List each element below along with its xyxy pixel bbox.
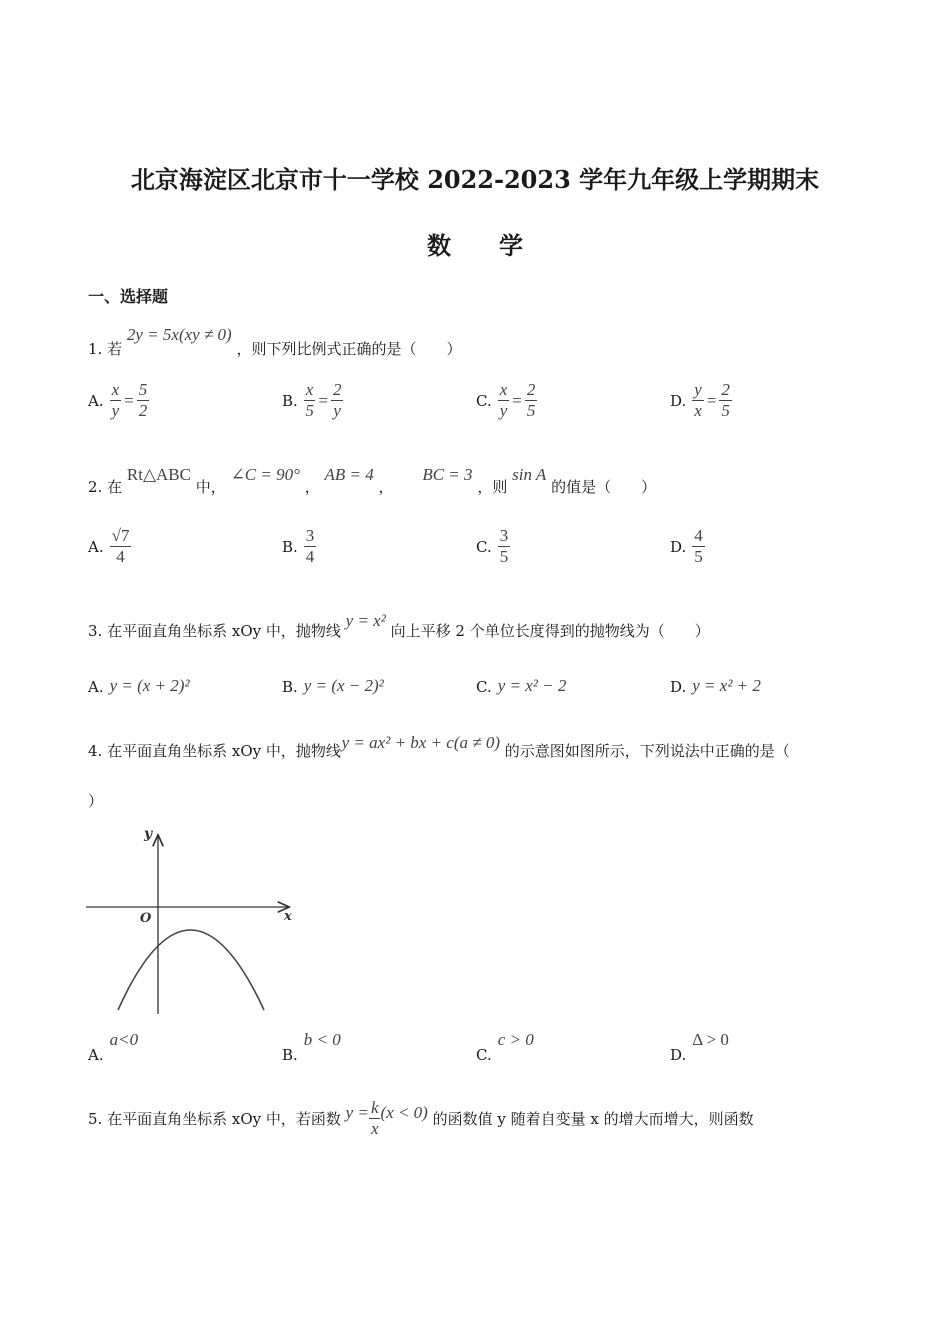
option-label: A. bbox=[88, 1046, 104, 1064]
frac-den: y bbox=[499, 401, 508, 420]
q4-pre: 在平面直角坐标系 xOy 中，抛物线 bbox=[107, 742, 341, 760]
frac-num: 3 bbox=[305, 526, 315, 545]
parabola-graph bbox=[80, 820, 310, 1020]
q2-sin: sin A bbox=[512, 465, 547, 484]
q3-number: 3. bbox=[88, 622, 103, 640]
option-label: B. bbox=[282, 391, 298, 410]
q2-angle: ∠C = 90° bbox=[230, 465, 300, 484]
frac-den: 2 bbox=[138, 401, 148, 420]
option-value: y = x² − 2 bbox=[497, 676, 567, 695]
option-label: D. bbox=[670, 678, 687, 696]
option-label: A. bbox=[88, 537, 104, 556]
section-heading: 一、选择题 bbox=[88, 287, 169, 306]
question-2 bbox=[88, 465, 657, 497]
q4-continuation: ） bbox=[88, 792, 104, 810]
q5-pre: 在平面直角坐标系 xOy 中，若函数 bbox=[107, 1110, 341, 1128]
question-1 bbox=[88, 325, 462, 359]
frac-num: 2 bbox=[332, 380, 342, 399]
option-value: y = (x − 2)² bbox=[303, 676, 384, 695]
q2-option-d bbox=[670, 526, 705, 567]
q1-post: ，则下列比例式正确的是（ ） bbox=[236, 340, 462, 358]
option-value: Δ > 0 bbox=[692, 1030, 729, 1049]
option-label: A. bbox=[88, 678, 104, 696]
q3-formula: y = x² bbox=[345, 611, 386, 630]
q1-option-c: C. $\frac{x}{y}$ = $\frac{2}{5}$ bbox=[476, 380, 536, 420]
q1-option-d: D. $\frac{y}{x}$ = $\frac{2}{5}$ bbox=[670, 380, 730, 420]
option-label: B. bbox=[282, 537, 298, 556]
option-label: C. bbox=[476, 1046, 492, 1064]
frac-den: x bbox=[370, 1119, 379, 1138]
q4-number: 4. bbox=[88, 742, 103, 760]
q3-post: 向上平移 2 个单位长度得到的抛物线为（ ） bbox=[390, 622, 710, 640]
q2-bc: BC = 3 bbox=[422, 465, 473, 484]
frac-num: x bbox=[111, 380, 120, 399]
q2-ab: AB = 4 bbox=[324, 465, 374, 484]
q3-option-d bbox=[670, 676, 761, 696]
frac-den: 4 bbox=[116, 547, 125, 566]
q3-option-a bbox=[88, 676, 190, 696]
question-4 bbox=[88, 733, 790, 761]
frac-num: 3 bbox=[499, 526, 509, 545]
frac-den: 5 bbox=[499, 547, 509, 566]
q5-number: 5. bbox=[88, 1109, 103, 1128]
q4-option-a bbox=[88, 1030, 139, 1064]
option-label: C. bbox=[476, 391, 492, 410]
q2-option-a bbox=[88, 526, 131, 567]
y-axis-label: y bbox=[144, 826, 153, 842]
paper-title: 北京海淀区北京市十一学校 2022-2023 学年九年级上学期期末 bbox=[130, 165, 820, 194]
frac-den: 5 bbox=[305, 401, 314, 420]
q2-sep1: ， bbox=[304, 478, 320, 496]
option-label: D. bbox=[670, 1046, 687, 1064]
x-axis-label: x bbox=[284, 909, 292, 924]
q2-number: 2. bbox=[88, 478, 103, 496]
q5-formula-lhs: y = bbox=[345, 1102, 369, 1122]
question-3 bbox=[88, 611, 710, 641]
q2-sep2: ， bbox=[378, 478, 394, 496]
q1-option-a: A. $\frac{x}{y}$ = $\frac{5}{2}$ bbox=[88, 380, 148, 420]
q3-pre: 在平面直角坐标系 xOy 中，抛物线 bbox=[107, 622, 341, 640]
option-label: B. bbox=[282, 678, 298, 696]
frac-num: y bbox=[694, 380, 702, 399]
q4-post: 的示意图如图所示，下列说法中正确的是（ bbox=[504, 742, 790, 760]
frac-den: 5 bbox=[694, 547, 703, 566]
frac-den: y bbox=[333, 401, 341, 420]
q3-option-b bbox=[282, 676, 384, 696]
frac-num: 4 bbox=[694, 526, 703, 545]
option-label: C. bbox=[476, 537, 492, 556]
frac-den: x bbox=[694, 401, 702, 420]
q1-pre: 若 bbox=[107, 340, 123, 358]
parabola-curve bbox=[118, 930, 264, 1010]
q5-formula-rhs: (x < 0) bbox=[380, 1102, 428, 1122]
q5-post: 的函数值 y 随着自变量 x 的增大而增大，则函数 bbox=[432, 1110, 754, 1128]
question-5 bbox=[88, 1098, 754, 1139]
q3-option-c bbox=[476, 676, 566, 696]
frac-num: k bbox=[370, 1098, 379, 1117]
frac-den: 5 bbox=[526, 401, 536, 420]
option-value: c > 0 bbox=[497, 1030, 534, 1049]
option-label: A. bbox=[88, 391, 104, 410]
option-label: B. bbox=[282, 1046, 298, 1064]
frac-den: 5 bbox=[721, 401, 730, 420]
frac-num: √7 bbox=[111, 526, 130, 545]
q2-mid2: ，则 bbox=[477, 478, 508, 496]
frac-den: 4 bbox=[305, 547, 315, 566]
q2-option-c bbox=[476, 526, 510, 567]
frac-num: x bbox=[499, 380, 508, 399]
q2-triangle: Rt△ABC bbox=[126, 465, 191, 484]
q4-option-b bbox=[282, 1030, 341, 1064]
option-label: D. bbox=[670, 391, 687, 410]
q1-formula: 2y = 5x(xy ≠ 0) bbox=[126, 325, 232, 344]
frac-num: x bbox=[305, 380, 314, 399]
q2-post: 的值是（ ） bbox=[551, 478, 657, 496]
option-value: y = (x + 2)² bbox=[109, 676, 190, 695]
option-label: D. bbox=[670, 537, 687, 556]
q4-formula: y = ax² + bx + c(a ≠ 0) bbox=[341, 733, 501, 752]
option-value: a<0 bbox=[109, 1030, 139, 1049]
q1-number: 1. bbox=[88, 340, 103, 358]
q4-option-c bbox=[476, 1030, 534, 1064]
q1-option-b: B. $\frac{x}{5}$ = $\frac{2}{y}$ bbox=[282, 380, 342, 420]
option-value: b < 0 bbox=[303, 1030, 341, 1049]
q4-option-d bbox=[670, 1030, 729, 1064]
paper-subject: 数 学 bbox=[427, 231, 523, 260]
frac-num: 2 bbox=[526, 380, 536, 399]
q2-mid1: 中， bbox=[195, 478, 226, 496]
frac-num: 2 bbox=[721, 380, 730, 399]
q2-pre: 在 bbox=[107, 478, 123, 496]
frac-den: y bbox=[111, 401, 120, 420]
option-value: y = x² + 2 bbox=[692, 676, 761, 695]
origin-label: O bbox=[140, 911, 152, 926]
frac-num: 5 bbox=[138, 380, 148, 399]
option-label: C. bbox=[476, 678, 492, 696]
q2-option-b bbox=[282, 526, 316, 567]
